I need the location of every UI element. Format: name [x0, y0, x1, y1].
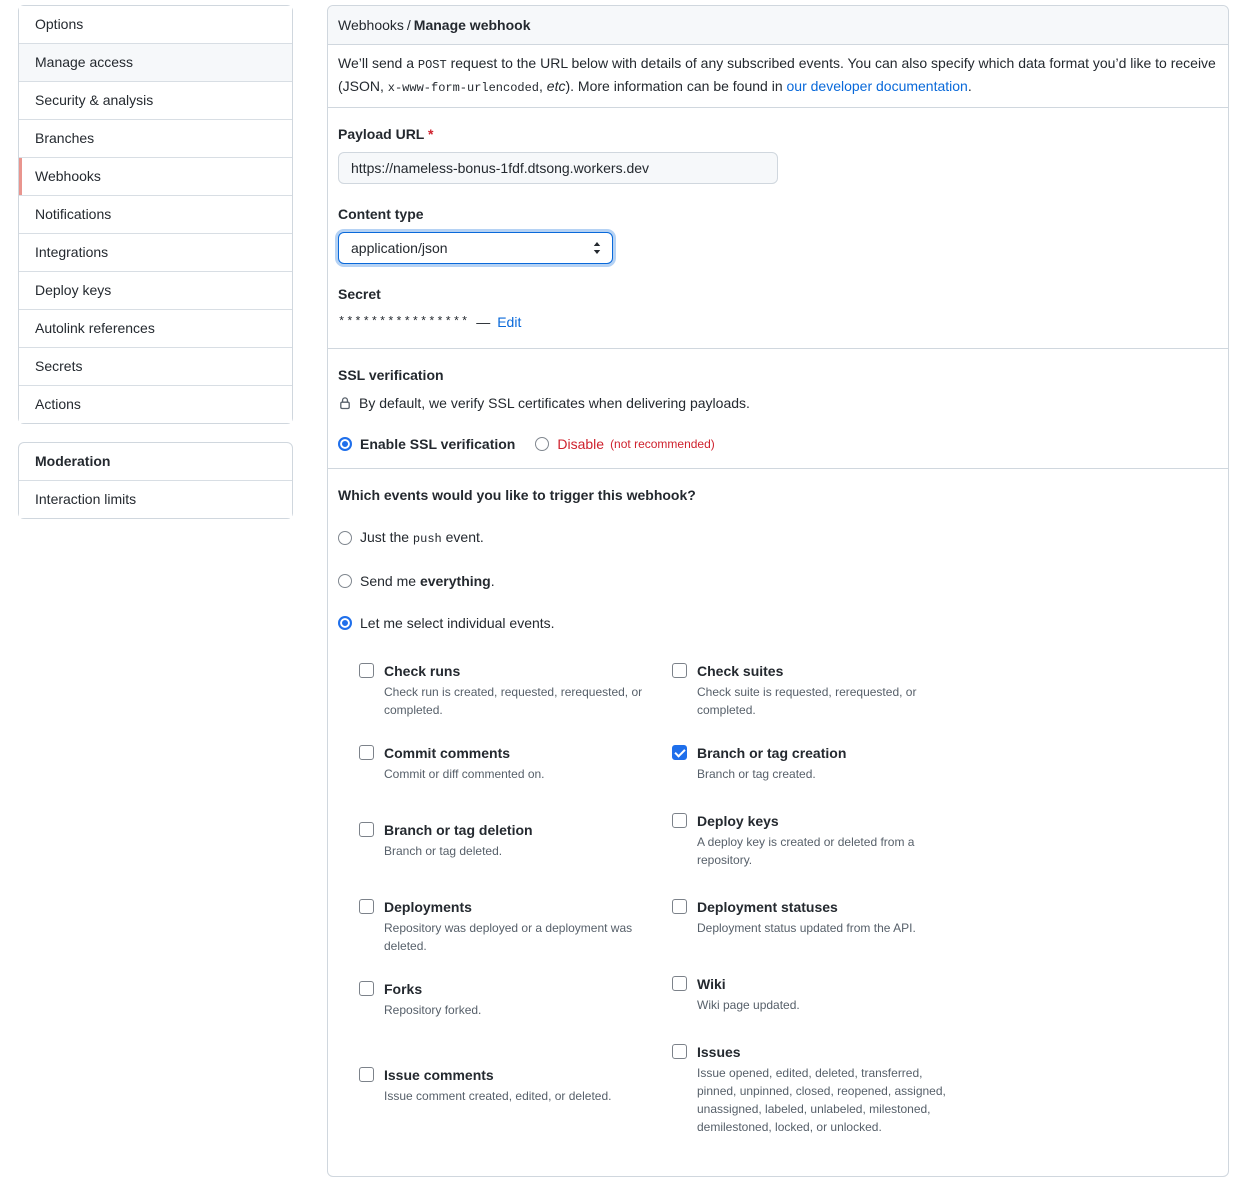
secret-dash: —	[476, 314, 491, 330]
payload-url-input[interactable]	[338, 152, 778, 184]
event-column-left	[359, 661, 672, 1160]
checkbox-check-runs[interactable]	[359, 663, 374, 678]
event-column-right	[672, 661, 985, 1160]
event-label[interactable]: Branch or tag creation	[697, 745, 847, 761]
secret-edit-link[interactable]: Edit	[497, 314, 522, 330]
event-item-branch-tag-deletion	[359, 820, 672, 873]
events-section	[328, 469, 1228, 1176]
event-item-deploy-keys	[672, 811, 985, 873]
content-type-group	[338, 204, 1218, 264]
ssl-note-row	[338, 393, 1218, 413]
breadcrumb-webhooks-link[interactable]: Webhooks	[338, 17, 404, 33]
settings-sidebar	[18, 5, 293, 519]
urlencoded-code: x-www-form-urlencoded	[387, 81, 540, 95]
checkbox-deployments[interactable]	[359, 899, 374, 914]
intro-etc: etc	[546, 78, 566, 94]
page-title: Manage webhook	[413, 17, 531, 33]
radio-individual-events[interactable]	[338, 616, 352, 630]
ssl-note-text: By default, we verify SSL certificates when delivering payloads.	[359, 395, 750, 411]
event-item-forks	[359, 979, 672, 1032]
select-arrows-icon	[592, 241, 602, 255]
secret-value-row	[338, 312, 1218, 332]
event-item-issues	[672, 1042, 985, 1136]
ssl-disable-note: (not recommended)	[610, 437, 715, 451]
event-label[interactable]: Deploy keys	[697, 813, 779, 829]
sidebar-item-secrets[interactable]: Secrets	[19, 347, 292, 385]
scope-option-label: Just the push event.	[360, 529, 484, 546]
scope-option-label: Send me everything.	[360, 573, 495, 589]
secret-label: Secret	[338, 286, 381, 302]
sidebar-item-branches[interactable]: Branches	[19, 119, 292, 157]
event-item-wiki	[672, 974, 985, 1018]
event-scope-everything-option[interactable]	[338, 571, 1218, 591]
secret-masked-value: ****************	[338, 315, 470, 329]
lock-icon	[338, 396, 352, 411]
event-description: Repository forked.	[384, 1003, 482, 1017]
sidebar-item-manage-access[interactable]: Manage access	[19, 43, 292, 81]
event-description: Deployment status updated from the API.	[697, 921, 916, 935]
active-nav-indicator	[19, 158, 22, 195]
event-item-deployments	[359, 897, 672, 955]
manage-webhook-panel	[327, 5, 1229, 1177]
radio-disable-ssl[interactable]	[535, 437, 549, 451]
event-description: Wiki page updated.	[697, 998, 800, 1012]
sidebar-item-integrations[interactable]: Integrations	[19, 233, 292, 271]
breadcrumb-separator: /	[406, 17, 411, 33]
sidebar-item-interaction-limits[interactable]: Interaction limits	[19, 480, 292, 518]
sidebar-item-label: Webhooks	[35, 168, 101, 184]
ssl-heading: SSL verification	[338, 367, 444, 383]
sidebar-item-autolink-references[interactable]: Autolink references	[19, 309, 292, 347]
webhook-form-section	[328, 108, 1228, 349]
event-label[interactable]: Deployment statuses	[697, 899, 838, 915]
secret-group	[338, 284, 1218, 332]
content-type-select[interactable]	[338, 232, 613, 264]
required-asterisk: *	[428, 126, 434, 142]
push-code: push	[412, 532, 442, 546]
content-type-label: Content type	[338, 206, 424, 222]
intro-text: ). More information can be found in	[565, 78, 787, 94]
payload-url-label	[338, 124, 1218, 144]
event-item-issue-comments	[359, 1065, 672, 1118]
event-label[interactable]: Issue comments	[384, 1067, 494, 1083]
moderation-nav-box	[18, 442, 293, 519]
sidebar-item-security-analysis[interactable]: Security & analysis	[19, 81, 292, 119]
event-label[interactable]: Forks	[384, 981, 423, 997]
radio-enable-ssl[interactable]	[338, 437, 352, 451]
event-description: Branch or tag created.	[697, 767, 816, 781]
event-scope-individual-option[interactable]	[338, 613, 1218, 633]
event-description: Commit or diff commented on.	[384, 767, 545, 781]
event-item-check-suites	[672, 661, 985, 719]
event-description: Branch or tag deleted.	[384, 844, 503, 858]
event-scope-push-option[interactable]	[338, 527, 1218, 549]
sidebar-item-notifications[interactable]: Notifications	[19, 195, 292, 233]
event-label[interactable]: Deployments	[384, 899, 472, 915]
settings-nav-box	[18, 5, 293, 424]
checkbox-commit-comments[interactable]	[359, 745, 374, 760]
intro-text: We’ll send a	[338, 55, 418, 71]
checkbox-branch-tag-deletion[interactable]	[359, 822, 374, 837]
checkbox-deploy-keys[interactable]	[672, 813, 687, 828]
sidebar-item-deploy-keys[interactable]: Deploy keys	[19, 271, 292, 309]
event-item-branch-tag-creation	[672, 743, 985, 787]
ssl-radio-group	[338, 436, 1218, 452]
checkbox-branch-tag-creation[interactable]	[672, 745, 687, 760]
intro-text: ,	[539, 78, 547, 94]
ssl-enable-label: Enable SSL verification	[360, 436, 516, 452]
event-label[interactable]: Check suites	[697, 663, 784, 679]
scope-option-label: Let me select individual events.	[360, 615, 555, 631]
intro-text: request to the URL below with details of any subscribed events. You can also specify which data format you’d like to receive (JSON,	[338, 55, 1216, 94]
event-label[interactable]: Wiki	[697, 976, 726, 992]
sidebar-item-webhooks[interactable]	[19, 157, 292, 195]
event-item-deployment-statuses	[672, 897, 985, 950]
main-content	[327, 5, 1229, 1177]
sidebar-item-actions[interactable]: Actions	[19, 385, 292, 423]
breadcrumb	[328, 6, 1228, 45]
event-description: Check suite is requested, rerequested, or completed.	[697, 685, 917, 717]
radio-send-everything[interactable]	[338, 574, 352, 588]
moderation-header: Moderation	[35, 453, 111, 469]
payload-url-label-text: Payload URL	[338, 126, 425, 142]
checkbox-wiki[interactable]	[672, 976, 687, 991]
event-label[interactable]: Issues	[697, 1044, 741, 1060]
event-description: Check run is created, requested, rerequested, or completed.	[384, 685, 643, 717]
checkbox-issues[interactable]	[672, 1044, 687, 1059]
ssl-enable-option[interactable]	[338, 436, 515, 452]
event-item-check-runs	[359, 661, 672, 719]
event-label[interactable]: Check runs	[384, 663, 461, 679]
checkbox-forks[interactable]	[359, 981, 374, 996]
event-description: A deploy key is created or deleted from a repository.	[697, 835, 915, 867]
intro-paragraph	[328, 45, 1228, 108]
checkbox-check-suites[interactable]	[672, 663, 687, 678]
ssl-disable-option[interactable]	[535, 436, 714, 452]
checkbox-deployment-statuses[interactable]	[672, 899, 687, 914]
post-code: POST	[417, 58, 447, 72]
intro-text: .	[967, 78, 972, 94]
event-checkbox-grid	[359, 661, 1218, 1160]
checkbox-issue-comments[interactable]	[359, 1067, 374, 1082]
event-description: Repository was deployed or a deployment was deleted.	[384, 921, 633, 953]
event-label[interactable]: Branch or tag deletion	[384, 822, 533, 838]
event-item-commit-comments	[359, 743, 672, 796]
event-description: Issue comment created, edited, or deleted.	[384, 1089, 612, 1103]
event-label[interactable]: Commit comments	[384, 745, 511, 761]
ssl-disable-label: Disable	[557, 436, 605, 452]
events-question: Which events would you like to trigger this webhook?	[338, 487, 696, 503]
sidebar-item-options[interactable]: Options	[19, 6, 292, 43]
radio-just-push[interactable]	[338, 531, 352, 545]
content-type-value: application/json	[351, 240, 448, 256]
event-description: Issue opened, edited, deleted, transferred, pinned, unpinned, closed, reopened, assigned, unassigned, labeled, unlabeled, milestoned, demilestoned, locked, or unlocked.	[697, 1066, 946, 1134]
ssl-verification-section	[328, 349, 1228, 469]
developer-documentation-link[interactable]: our developer documentation	[786, 78, 968, 94]
